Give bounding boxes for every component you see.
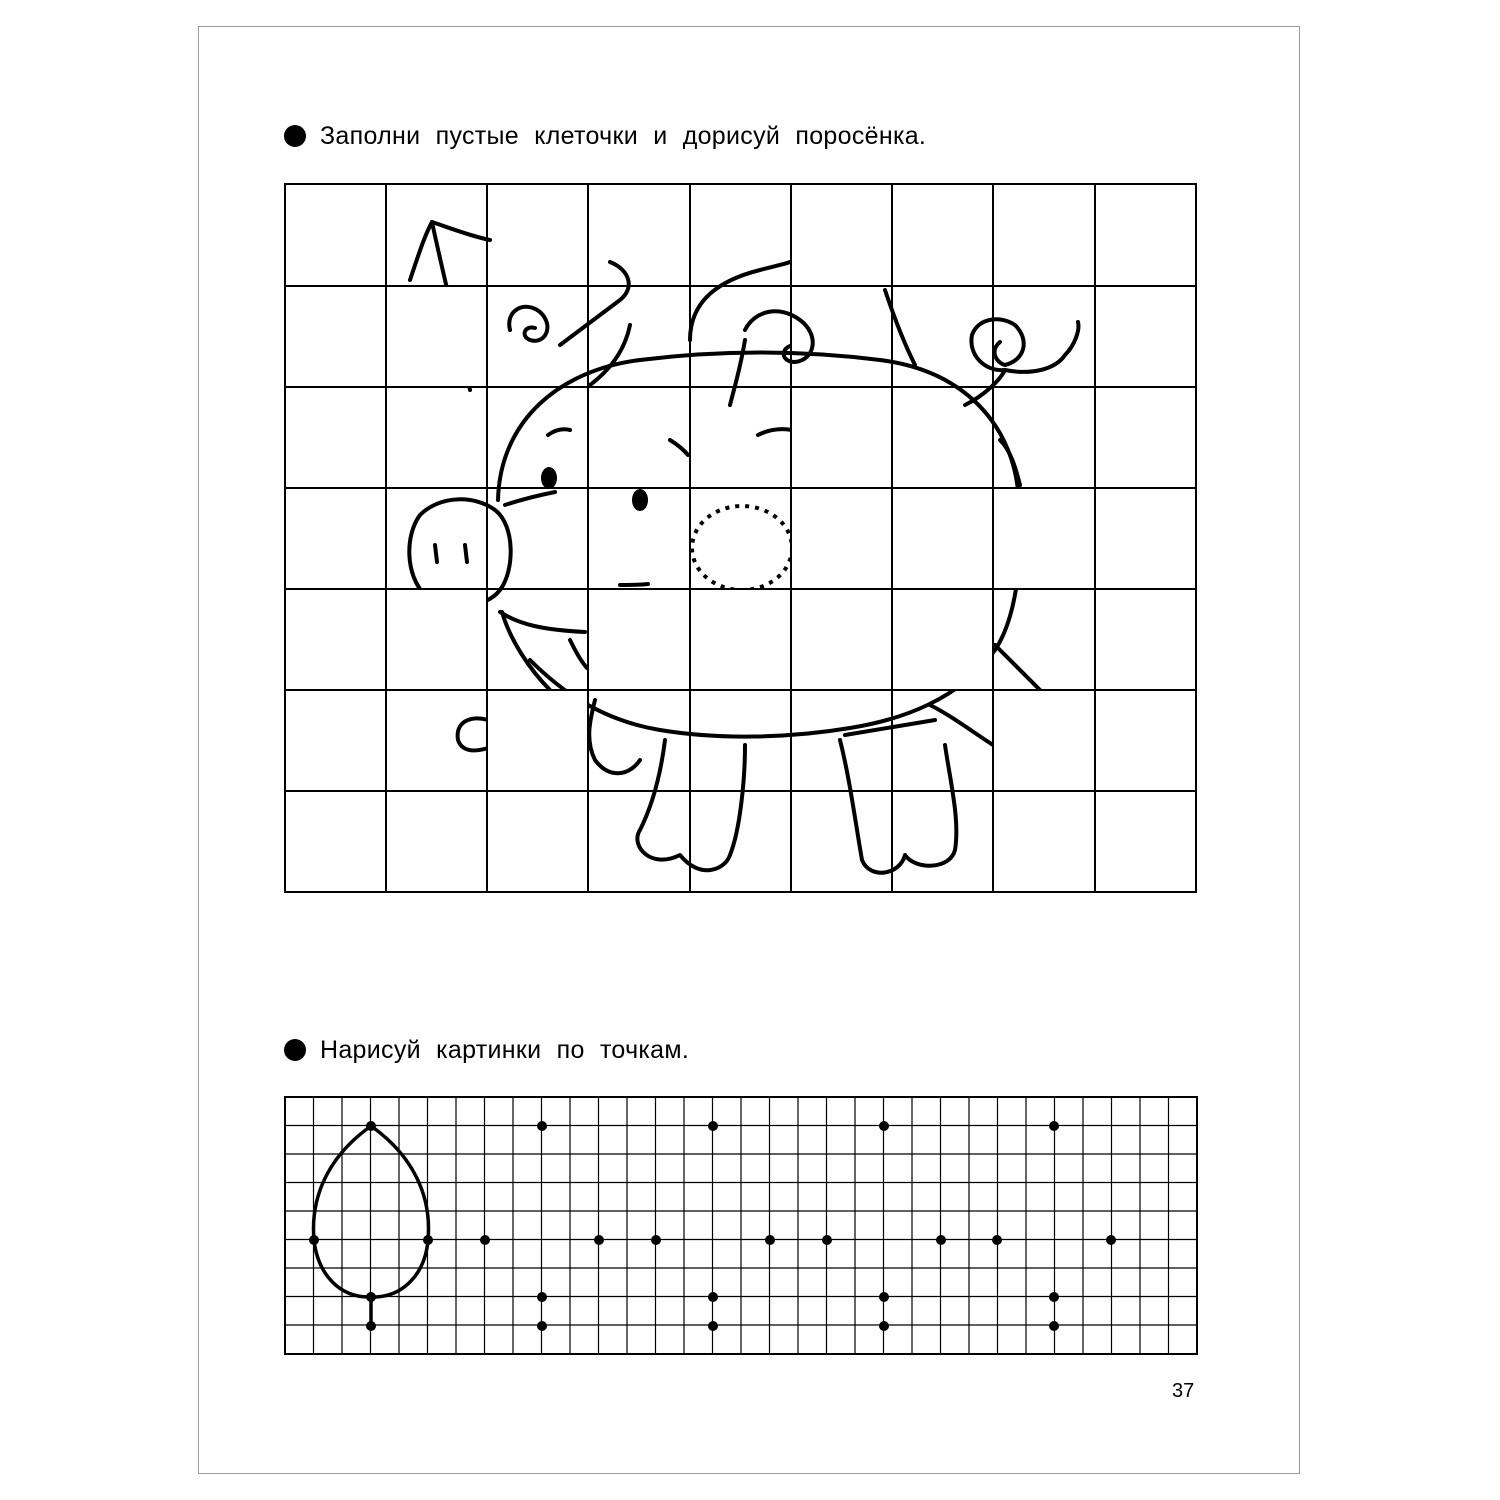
dotted-cheek-icon xyxy=(692,506,792,590)
page-number: 37 xyxy=(1172,1380,1195,1402)
task-1-text: Заполни пустые клеточки и дорисуй поросёнка. xyxy=(320,121,927,150)
pig-grid xyxy=(285,184,1196,892)
dot-grid xyxy=(285,1097,1197,1354)
pig-drawing-icon xyxy=(409,222,1078,873)
task-2-text: Нарисуй картинки по точкам. xyxy=(320,1035,690,1064)
